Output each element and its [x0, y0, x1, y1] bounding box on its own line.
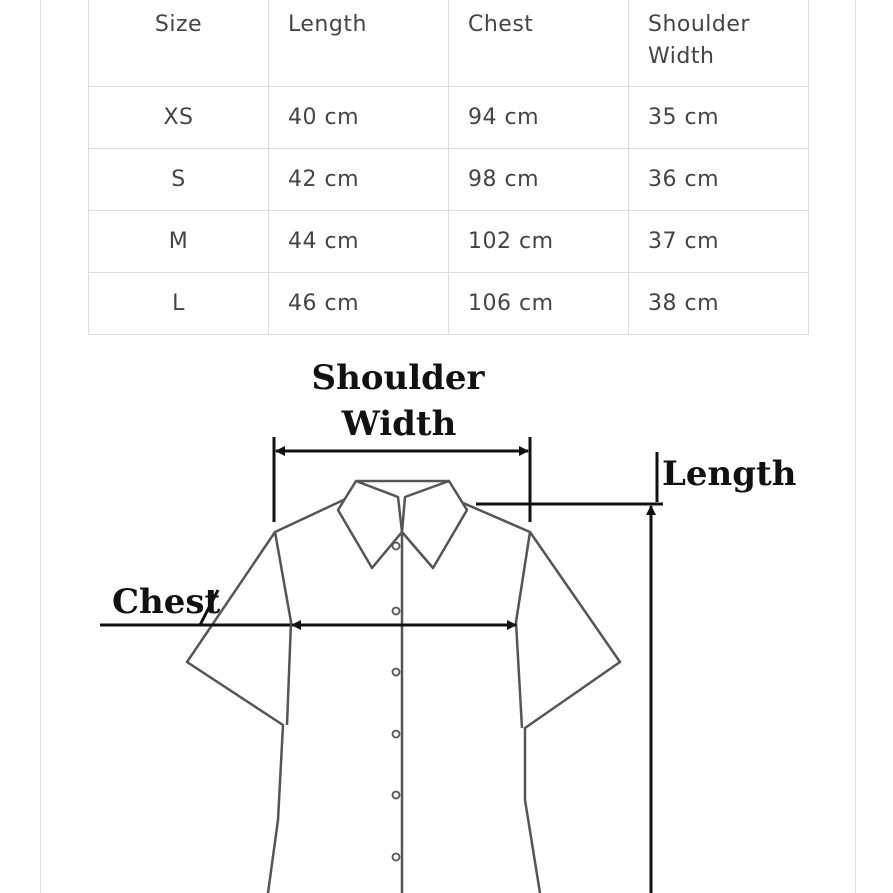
shoulder-width-label-line1: Shoulder: [311, 358, 485, 398]
size-cell: M: [89, 211, 269, 273]
length-cell: 42 cm: [269, 149, 449, 211]
shirt-outline: [187, 481, 620, 893]
shoulder-width-label-line2: Width: [341, 404, 457, 444]
chest-cell: 98 cm: [449, 149, 629, 211]
shirt-buttons: [393, 543, 400, 861]
length-cell: 46 cm: [269, 273, 449, 335]
chest-cell: 94 cm: [449, 87, 629, 149]
size-cell: L: [89, 273, 269, 335]
shoulder-cell: 37 cm: [629, 211, 809, 273]
table-row: [89, 149, 809, 211]
collar-right: [402, 481, 467, 568]
button-2: [393, 608, 400, 615]
header-length: Length: [269, 0, 449, 87]
header-shoulder-width: Shoulder Width: [629, 0, 809, 87]
size-chart-table: [88, 0, 809, 335]
button-6: [393, 854, 400, 861]
length-cell: 40 cm: [269, 87, 449, 149]
shirt-measurement-diagram: [0, 340, 893, 893]
header-chest: Chest: [449, 0, 629, 87]
shoulder-cell: 35 cm: [629, 87, 809, 149]
size-cell: XS: [89, 87, 269, 149]
table-row: [89, 273, 809, 335]
shirt-body-outline: [187, 496, 620, 893]
table-header-row: [89, 0, 809, 87]
button-3: [393, 669, 400, 676]
chest-cell: 102 cm: [449, 211, 629, 273]
table-row: [89, 211, 809, 273]
size-cell: S: [89, 149, 269, 211]
collar-left: [338, 481, 402, 568]
length-cell: 44 cm: [269, 211, 449, 273]
header-size: Size: [89, 0, 269, 87]
shoulder-cell: 38 cm: [629, 273, 809, 335]
button-1: [393, 543, 400, 550]
length-label: Length: [662, 454, 797, 494]
button-4: [393, 731, 400, 738]
shoulder-cell: 36 cm: [629, 149, 809, 211]
chest-label: Chest: [112, 582, 221, 622]
table-row: [89, 87, 809, 149]
button-5: [393, 792, 400, 799]
shoulder-measure: [274, 437, 530, 522]
chest-cell: 106 cm: [449, 273, 629, 335]
